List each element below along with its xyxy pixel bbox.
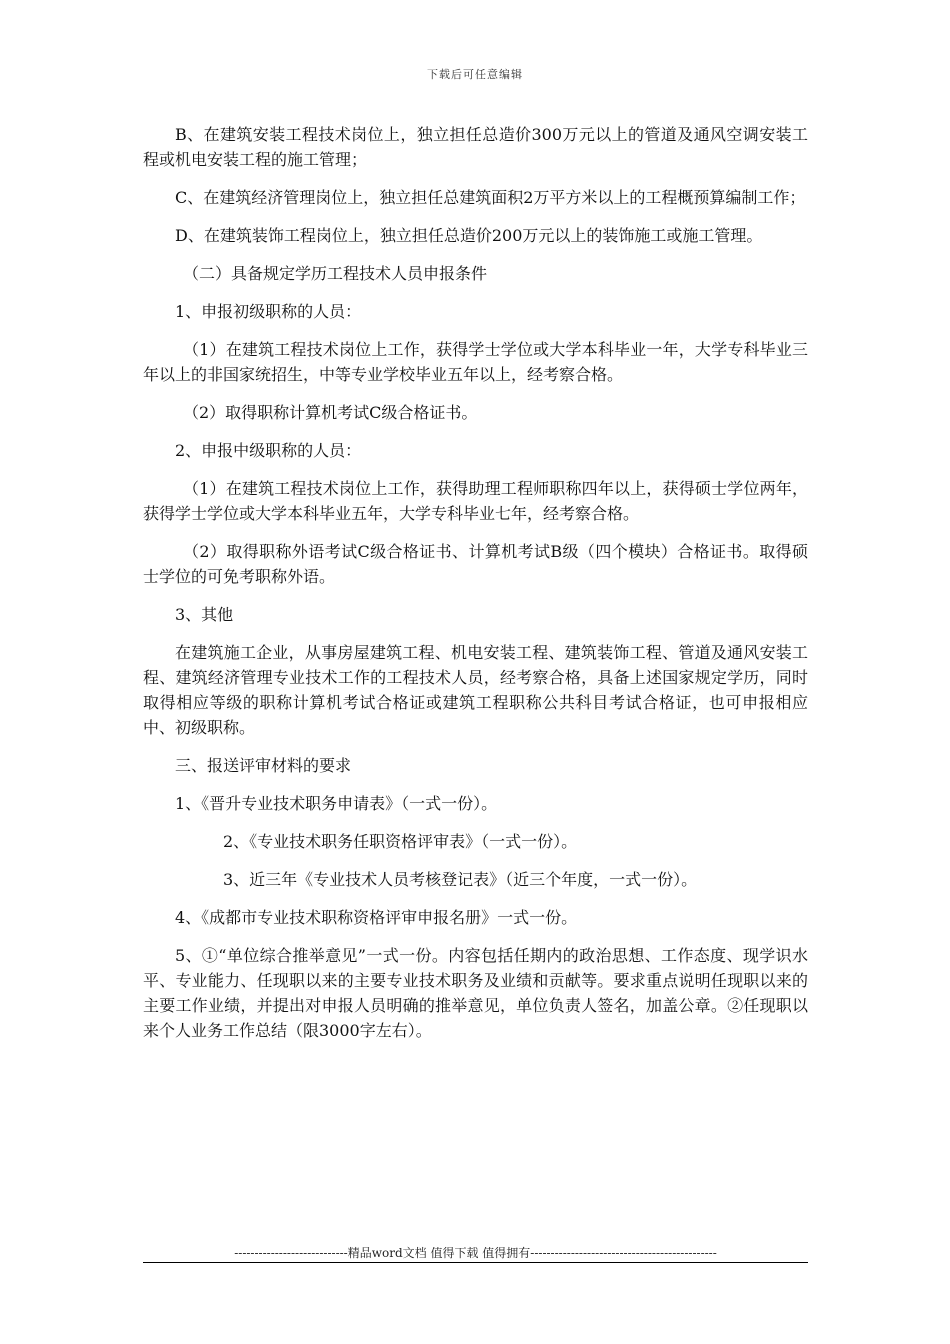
- subsection-heading-junior: 1、申报初级职称的人员：: [175, 302, 362, 321]
- section-heading-2: （二）具备规定学历工程技术人员申报条件: [183, 264, 488, 283]
- list-item-4: 4、《成都市专业技术职称资格评审申报名册》一式一份。: [175, 908, 578, 927]
- section-heading-3: 三、报送评审材料的要求: [175, 756, 352, 775]
- paragraph-junior-1: （1）在建筑工程技术岗位上工作，获得学士学位或大学本科毕业一年，大学专科毕业三年以上的非国家统招生，中等专业学校毕业五年以上，经考察合格。: [143, 340, 808, 384]
- list-item-1: 1、《晋升专业技术职务申请表》（一式一份）。: [175, 794, 498, 813]
- subsection-heading-other: 3、其他: [175, 605, 234, 624]
- list-item-2: 2、《专业技术职务任职资格评审表》（一式一份）。: [223, 832, 578, 851]
- paragraph-junior-2: （2）取得职称计算机考试C级合格证书。: [183, 403, 478, 422]
- paragraph-other: 在建筑施工企业，从事房屋建筑工程、机电安装工程、建筑装饰工程、管道及通风安装工程、建筑经济管理专业技术工作的工程技术人员，经考察合格，具备上述国家规定学历，同时取得相应等级的职称计算机考试合格证或建筑工程职称公共科目考试合格证，也可申报相应中、初级职称。: [143, 643, 808, 737]
- paragraph-item-c: C、在建筑经济管理岗位上，独立担任总建筑面积2万平方米以上的工程概预算编制工作；: [175, 188, 806, 207]
- list-item-3: 3、近三年《专业技术人员考核登记表》（近三个年度，一式一份）。: [223, 870, 698, 889]
- document-body: [143, 122, 808, 1056]
- page-footer: ----------------------------精品word文档 值得下载 值得拥有----------------------------------------------: [234, 1246, 717, 1260]
- paragraph-intermediate-2: （2）取得职称外语考试C级合格证书、计算机考试B级（四个模块）合格证书。取得硕士学位的可免考职称外语。: [143, 542, 808, 586]
- subsection-heading-intermediate: 2、申报中级职称的人员：: [175, 441, 362, 460]
- paragraph-item-d: D、在建筑装饰工程岗位上，独立担任总造价200万元以上的装饰施工或施工管理。: [175, 226, 763, 245]
- paragraph-intermediate-1: （1）在建筑工程技术岗位上工作，获得助理工程师职称四年以上，获得硕士学位两年，获得学士学位或大学本科毕业五年，大学专科毕业七年，经考察合格。: [143, 479, 808, 523]
- footer-divider: [143, 1262, 808, 1263]
- paragraph-item-b: B、在建筑安装工程技术岗位上，独立担任总造价300万元以上的管道及通风空调安装工程或机电安装工程的施工管理；: [143, 125, 808, 169]
- list-item-5: 5、①“单位综合推举意见”一式一份。内容包括任期内的政治思想、工作态度、现学识水平、专业能力、任现职以来的主要专业技术职务及业绩和贡献等。要求重点说明任现职以来的主要工作业绩，并提出对申报人员明确的推举意见，单位负责人签名，加盖公章。②任现职以来个人业务工作总结（限3000字左右）。: [143, 946, 808, 1040]
- page-header: 下载后可任意编辑: [427, 68, 523, 81]
